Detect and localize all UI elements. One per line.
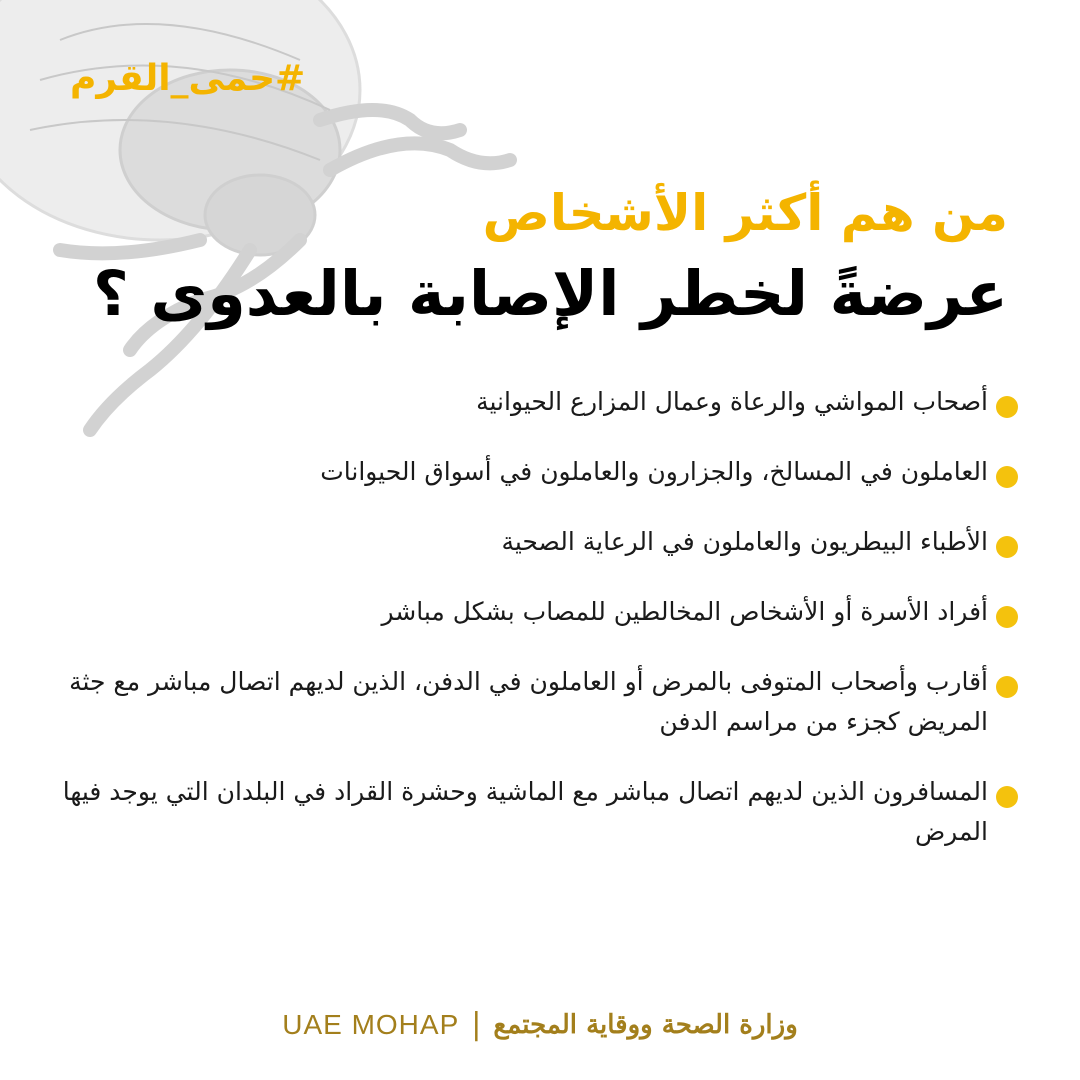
brand-en: UAE MOHAP: [282, 1008, 460, 1040]
list-item: [56, 592, 1016, 632]
bullet-dot-icon: [996, 606, 1018, 628]
list-item-text: أقارب وأصحاب المتوفى بالمرض أو العاملون في الدفن، الذين لديهم اتصال مباشر مع جثة المريض كجزء من مراسم الدفن: [69, 667, 988, 736]
bullet-dot-icon: [996, 396, 1018, 418]
headline-line-2: عرضةً لخطر الإصابة بالعدوى ؟: [92, 257, 1008, 330]
list-item-text: أصحاب المواشي والرعاة وعمال المزارع الحيوانية: [476, 387, 988, 416]
footer-brand: [0, 1007, 1080, 1042]
headline: [93, 178, 1008, 340]
brand-separator: |: [471, 1007, 482, 1042]
bullet-dot-icon: [996, 786, 1018, 808]
list-item-text: الأطباء البيطريون والعاملون في الرعاية الصحية: [501, 527, 988, 556]
brand-ar: وزارة الصحة ووقاية المجتمع: [493, 1009, 798, 1040]
headline-line-1: من هم أكثر الأشخاص: [482, 184, 1008, 242]
bullet-dot-icon: [996, 536, 1018, 558]
list-item-text: أفراد الأسرة أو الأشخاص المخالطين للمصاب بشكل مباشر: [381, 597, 988, 626]
list-item: [56, 522, 1016, 562]
list-item: [56, 382, 1016, 422]
list-item: [56, 452, 1016, 492]
hashtag: #حمى_القرم: [70, 58, 306, 99]
list-item: [56, 662, 1016, 742]
bullet-dot-icon: [996, 676, 1018, 698]
bullet-dot-icon: [996, 466, 1018, 488]
risk-groups-list: [56, 382, 1016, 882]
list-item-text: العاملون في المسالخ، والجزارون والعاملون في أسواق الحيوانات: [320, 457, 988, 486]
list-item: [56, 772, 1016, 852]
list-item-text: المسافرون الذين لديهم اتصال مباشر مع الماشية وحشرة القراد في البلدان التي يوجد فيها المرض: [62, 777, 988, 846]
